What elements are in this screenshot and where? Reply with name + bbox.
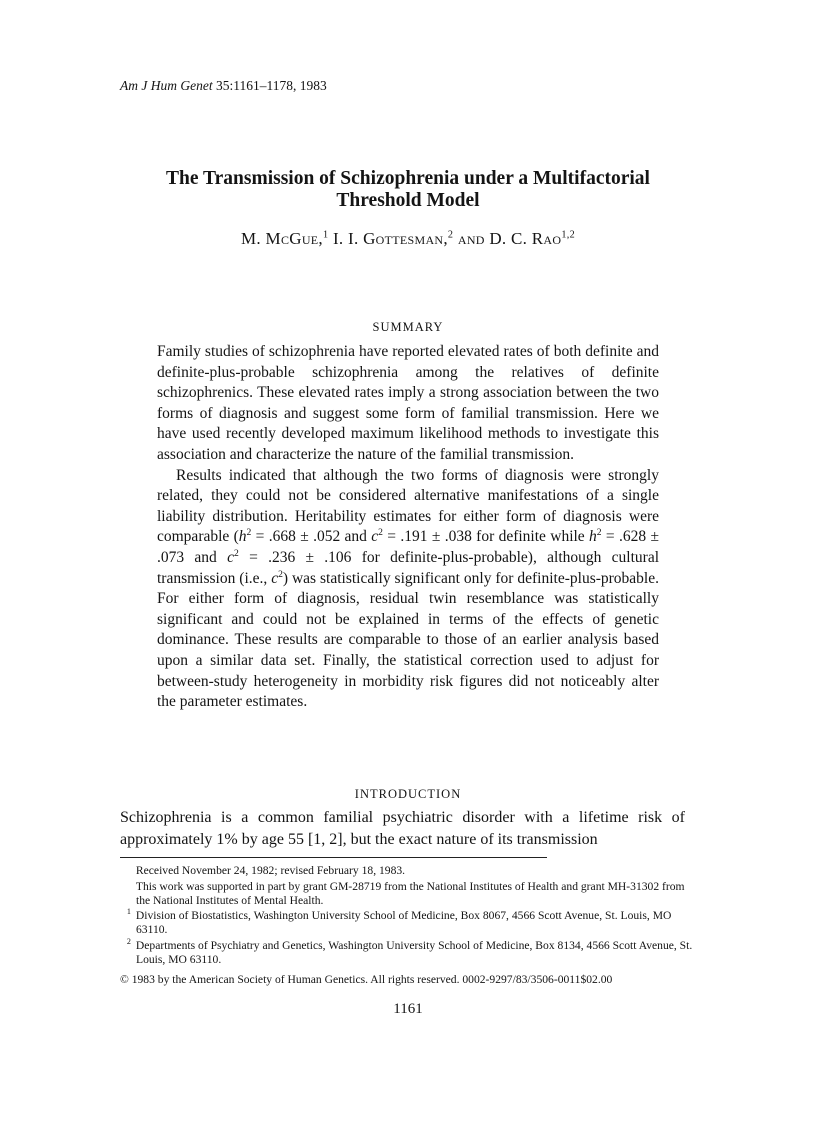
symbol-h: h xyxy=(238,528,247,546)
superscript: 2 xyxy=(233,547,239,559)
introduction-text: Schizophrenia is a common familial psychiatric disorder with a lifetime risk of approximately 1% by age 55 [1, 2], but the exact nature of its transmission xyxy=(120,809,685,848)
author-list xyxy=(100,229,716,249)
symbol-c: c xyxy=(371,528,379,546)
title-line-1: The Transmission of Schizophrenia under a Multifactorial xyxy=(166,168,650,189)
footnote-1: 1 Division of Biostatistics, Washington University School of Medicine, Box 8067, 4566 Scott Avenue, St. Louis, MO 63110. xyxy=(126,907,672,937)
symbol-c: c xyxy=(271,569,279,587)
author-2: I. I. Gottesman, xyxy=(328,229,448,248)
copyright-line: © 1983 by the American Society of Human Genetics. All rights reserved. 0002-9297/83/3506-0011$02.00 xyxy=(120,973,613,986)
summary-heading: SUMMARY xyxy=(372,320,444,334)
summary-text: = .628 ± .073 and xyxy=(157,528,659,566)
superscript: 2 xyxy=(596,527,602,539)
superscript: 2 xyxy=(246,527,252,539)
footnote-2-text: Departments of Psychiatry and Genetics, Washington University School of Medicine, Box 8134, 4566 Scott Avenue, St. Louis, MO 63110. xyxy=(135,938,693,967)
author-conjunction: and xyxy=(453,229,490,248)
author-3-affiliation: 1,2 xyxy=(561,229,575,241)
footnote-2: 2 Departments of Psychiatry and Genetics, Washington University School of Medicine, Box 8134, 4566 Scott Avenue, St. Louis, MO 63110. xyxy=(126,937,693,967)
author-1: M. McGue, xyxy=(241,229,323,248)
author-1-affiliation: 1 xyxy=(322,229,329,241)
title-line-2: Threshold Model xyxy=(336,190,480,211)
summary-paragraph-2 xyxy=(157,466,659,713)
grant-support: This work was supported in part by grant GM-28719 from the National Institutes of Health and grant MH-31302 from the National Institutes of Mental Health. xyxy=(135,879,685,907)
summary-text: = .236 ± .106 for definite-plus-probable), although cultural transmission (i.e., xyxy=(157,548,660,587)
superscript: 2 xyxy=(378,527,383,539)
footnote-1-text: Division of Biostatistics, Washington University School of Medicine, Box 8067, 4566 Scott Avenue, St. Louis, MO 63110. xyxy=(135,909,672,937)
summary-abstract xyxy=(157,342,659,713)
volume-pages: 35:1161–1178, 1983 xyxy=(212,78,327,93)
footnote-rule xyxy=(120,857,547,858)
superscript: 2 xyxy=(278,568,283,580)
journal-name: Am J Hum Genet xyxy=(120,78,213,93)
author-3: D. C. Rao xyxy=(489,229,562,248)
footnotes xyxy=(120,864,696,969)
summary-text: = .668 ± .052 and xyxy=(251,528,372,546)
introduction-heading: INTRODUCTION xyxy=(354,787,462,801)
summary-text: ) was statistically significant only for definite-plus-probable. For either form of diagnosis, residual twin resemblance was statistically significant and could not be explained in terms of the effects of genetic dominance. These results are comparable to those of an earlier analysis based upon a similar data set. Finally, the statistical correction used to adjust for between-study heterogeneity in morbidity risk figures did not noticeably alter the parameter estimates. xyxy=(157,569,659,711)
symbol-c: c xyxy=(227,548,234,566)
summary-paragraph-1: Family studies of schizophrenia have reported elevated rates of both definite and definite-plus-probable schizophrenia among the relatives of definite schizophrenics. These elevated rates imply a strong association between the two forms of diagnosis and suggest some form of familial transmission. Here we have used recently developed maximum likelihood methods to investigate this association and characterize the nature of the familial transmission. xyxy=(157,343,659,463)
paper-title xyxy=(100,168,716,212)
author-2-affiliation: 2 xyxy=(447,229,454,241)
received-dates: Received November 24, 1982; revised February 18, 1983. xyxy=(135,864,406,877)
summary-text: = .191 ± .038 for definite while xyxy=(382,528,590,546)
symbol-h: h xyxy=(589,528,597,546)
journal-citation xyxy=(120,78,327,94)
summary-text: Results indicated that although the two forms of diagnosis were strongly related, they could not be considered alternative manifestations of a single liability distribution. Heritability estimates for either form of diagnosis were comparable ( xyxy=(157,466,659,546)
page-number: 1161 xyxy=(393,1001,423,1017)
